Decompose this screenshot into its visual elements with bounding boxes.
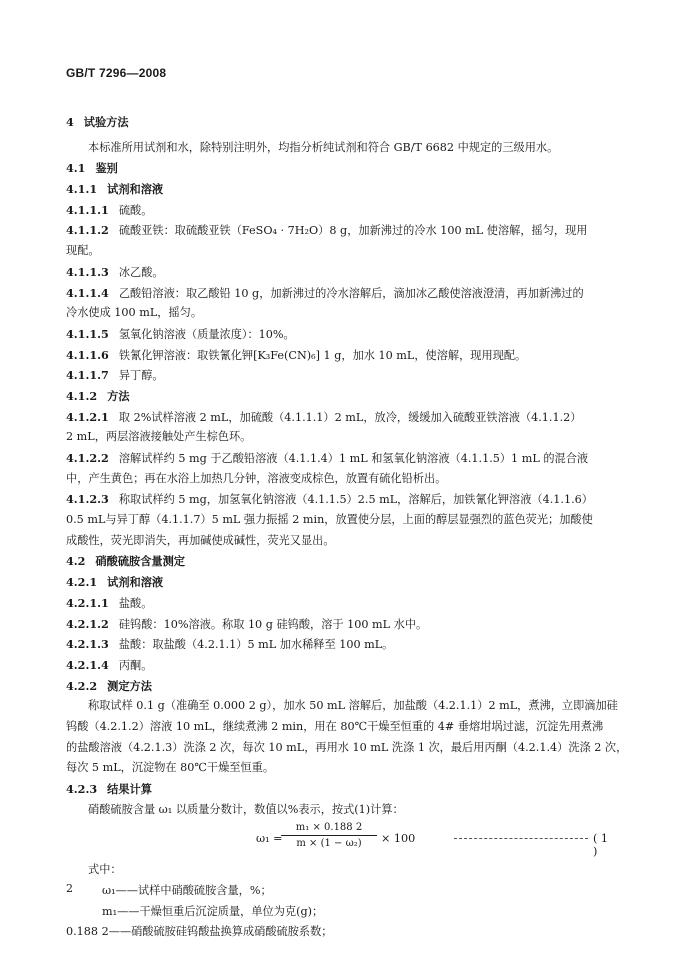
- formula-1: [66, 820, 614, 860]
- section-4-2-heading: 4.2 硝酸硫胺含量测定: [66, 554, 185, 569]
- page-content: [66, 112, 628, 943]
- page-number: 2: [66, 882, 73, 895]
- definition-m1: m₁——干燥恒重后沉淀质量，单位为克(g)；: [102, 904, 324, 918]
- standard-code: GB/T 7296—2008: [66, 66, 167, 80]
- item-4-1-1-5: 4.1.1.5 氢氧化钠溶液（质量浓度）：10%。: [66, 326, 295, 341]
- method-paragraph-line2: 钨酸（4.2.1.2）溶液 10 mL，继续煮沸 2 min，用在 80℃干燥至恒重的 4# 垂熔坩埚过滤，沉淀先用煮沸: [66, 719, 604, 733]
- definition-coefficient: 0.188 2——硝酸硫胺硅钨酸盐换算成硝酸硫胺系数；: [66, 925, 333, 939]
- formula-tail: × 100: [381, 832, 416, 846]
- section-4-1-2-heading: 4.1.2 方法: [66, 388, 130, 403]
- item-4-1-2-1: 4.1.2.1 取 2%试样溶液 2 mL，加硫酸（4.1.1.1）2 mL，放冷，缓缓加入硫酸亚铁溶液（4.1.1.2）: [66, 409, 582, 424]
- item-4-2-1-3: 4.2.1.3 盐酸：取盐酸（4.2.1.1）5 mL 加水稀释至 100 mL。: [66, 637, 394, 652]
- formula-leader-dots: [454, 828, 588, 839]
- formula-numerator: m₁ × 0.188 2: [281, 820, 377, 836]
- section-4-2-1-heading: 4.2.1 试剂和溶液: [66, 575, 164, 590]
- item-4-1-2-1-cont: 2 mL，两层溶液接触处产生棕色环。: [66, 430, 252, 444]
- method-paragraph-line1: 称取试样 0.1 g（准确至 0.000 2 g），加水 50 mL 溶解后，加盐酸（4.2.1.1）2 mL，煮沸，立即滴加硅: [88, 699, 618, 713]
- item-4-2-1-4: 4.2.1.4 丙酮。: [66, 657, 153, 672]
- section-4-2-3-heading: 4.2.3 结果计算: [66, 782, 152, 796]
- item-4-1-1-4: 4.1.1.4 乙酸铅溶液：取乙酸铅 10 g，加新沸过的冷水溶解后，滴加冰乙酸使溶液澄清，再加新沸过的: [66, 285, 584, 300]
- item-4-1-2-3-cont2: 成酸性，荧光即消失，再加碱使成碱性，荧光又显出。: [66, 533, 335, 547]
- item-4-1-1-6: 4.1.1.6 铁氰化钾溶液：取铁氰化钾[K₃Fe(CN)₆] 1 g，加水 10 mL，使溶解，现用现配。: [66, 347, 527, 362]
- method-paragraph-line4: 每次 5 mL，沉淀物在 80℃干燥至恒重。: [66, 761, 275, 775]
- item-4-1-1-7: 4.1.1.7 异丁醇。: [66, 368, 164, 383]
- item-4-2-1-1: 4.2.1.1 盐酸。: [66, 595, 153, 610]
- section-4-1-heading: 4.1 鉴别: [66, 161, 118, 176]
- formula-denominator: m × (1 − ω₂): [296, 838, 362, 850]
- section-4-2-2-heading: 4.2.2 测定方法: [66, 678, 152, 693]
- item-4-1-1-2-cont: 现配。: [66, 244, 100, 258]
- formula-fraction: [281, 820, 377, 851]
- calculation-intro: 硝酸硫胺含量 ω₁ 以质量分数计，数值以%表示，按式(1)计算：: [88, 802, 404, 816]
- item-4-2-1-2: 4.2.1.2 硅钨酸：10%溶液。称取 10 g 硅钨酸，溶于 100 mL 水中。: [66, 616, 428, 631]
- item-4-1-2-2-cont: 中，产生黄色；再在水浴上加热几分钟，溶液变成棕色，放置有硫化铅析出。: [66, 471, 447, 485]
- item-4-1-1-2: 4.1.1.2 硫酸亚铁：取硫酸亚铁（FeSO₄ · 7H₂O）8 g，加新沸过的冷水 100 mL 使溶解，摇匀，现用: [66, 223, 588, 238]
- formula-lhs: ω₁ =: [256, 832, 283, 846]
- section-4-1-1-heading: 4.1.1 试剂和溶液: [66, 182, 164, 197]
- where-label: 式中：: [88, 863, 122, 877]
- item-4-1-1-1: 4.1.1.1 硫酸。: [66, 202, 153, 217]
- item-4-1-1-3: 4.1.1.3 冰乙酸。: [66, 264, 164, 279]
- item-4-1-2-2: 4.1.2.2 溶解试样约 5 mg 于乙酸铅溶液（4.1.1.4）1 mL 和氢氧化钠溶液（4.1.1.5）1 mL 的混合液: [66, 451, 589, 465]
- method-paragraph-line3: 的盐酸溶液（4.2.1.3）洗涤 2 次，每次 10 mL，再用水 10 mL 洗涤 1 次，最后用丙酮（4.2.1.4）洗涤 2 次，: [66, 740, 628, 754]
- section-4-heading: 4 试验方法: [66, 115, 129, 129]
- item-4-1-2-3-cont: 0.5 mL与异丁醇（4.1.1.7）5 mL 强力振摇 2 min，放置使分层，上面的醇层显强烈的蓝色荧光；加酸使: [66, 513, 593, 527]
- intro-paragraph: 本标准所用试剂和水，除特别注明外，均指分析纯试剂和符合 GB/T 6682 中规定的三级用水。: [88, 140, 559, 154]
- item-4-1-1-4-cont: 冷水使成 100 mL，摇匀。: [66, 306, 203, 320]
- definition-omega1: ω₁——试样中硝酸硫胺含量，%；: [102, 884, 272, 898]
- item-4-1-2-3: 4.1.2.3 称取试样约 5 mg，加氢氧化钠溶液（4.1.1.5）2.5 mL，溶解后，加铁氰化钾溶液（4.1.1.6）: [66, 492, 593, 507]
- formula-number: ( 1 ): [593, 832, 609, 859]
